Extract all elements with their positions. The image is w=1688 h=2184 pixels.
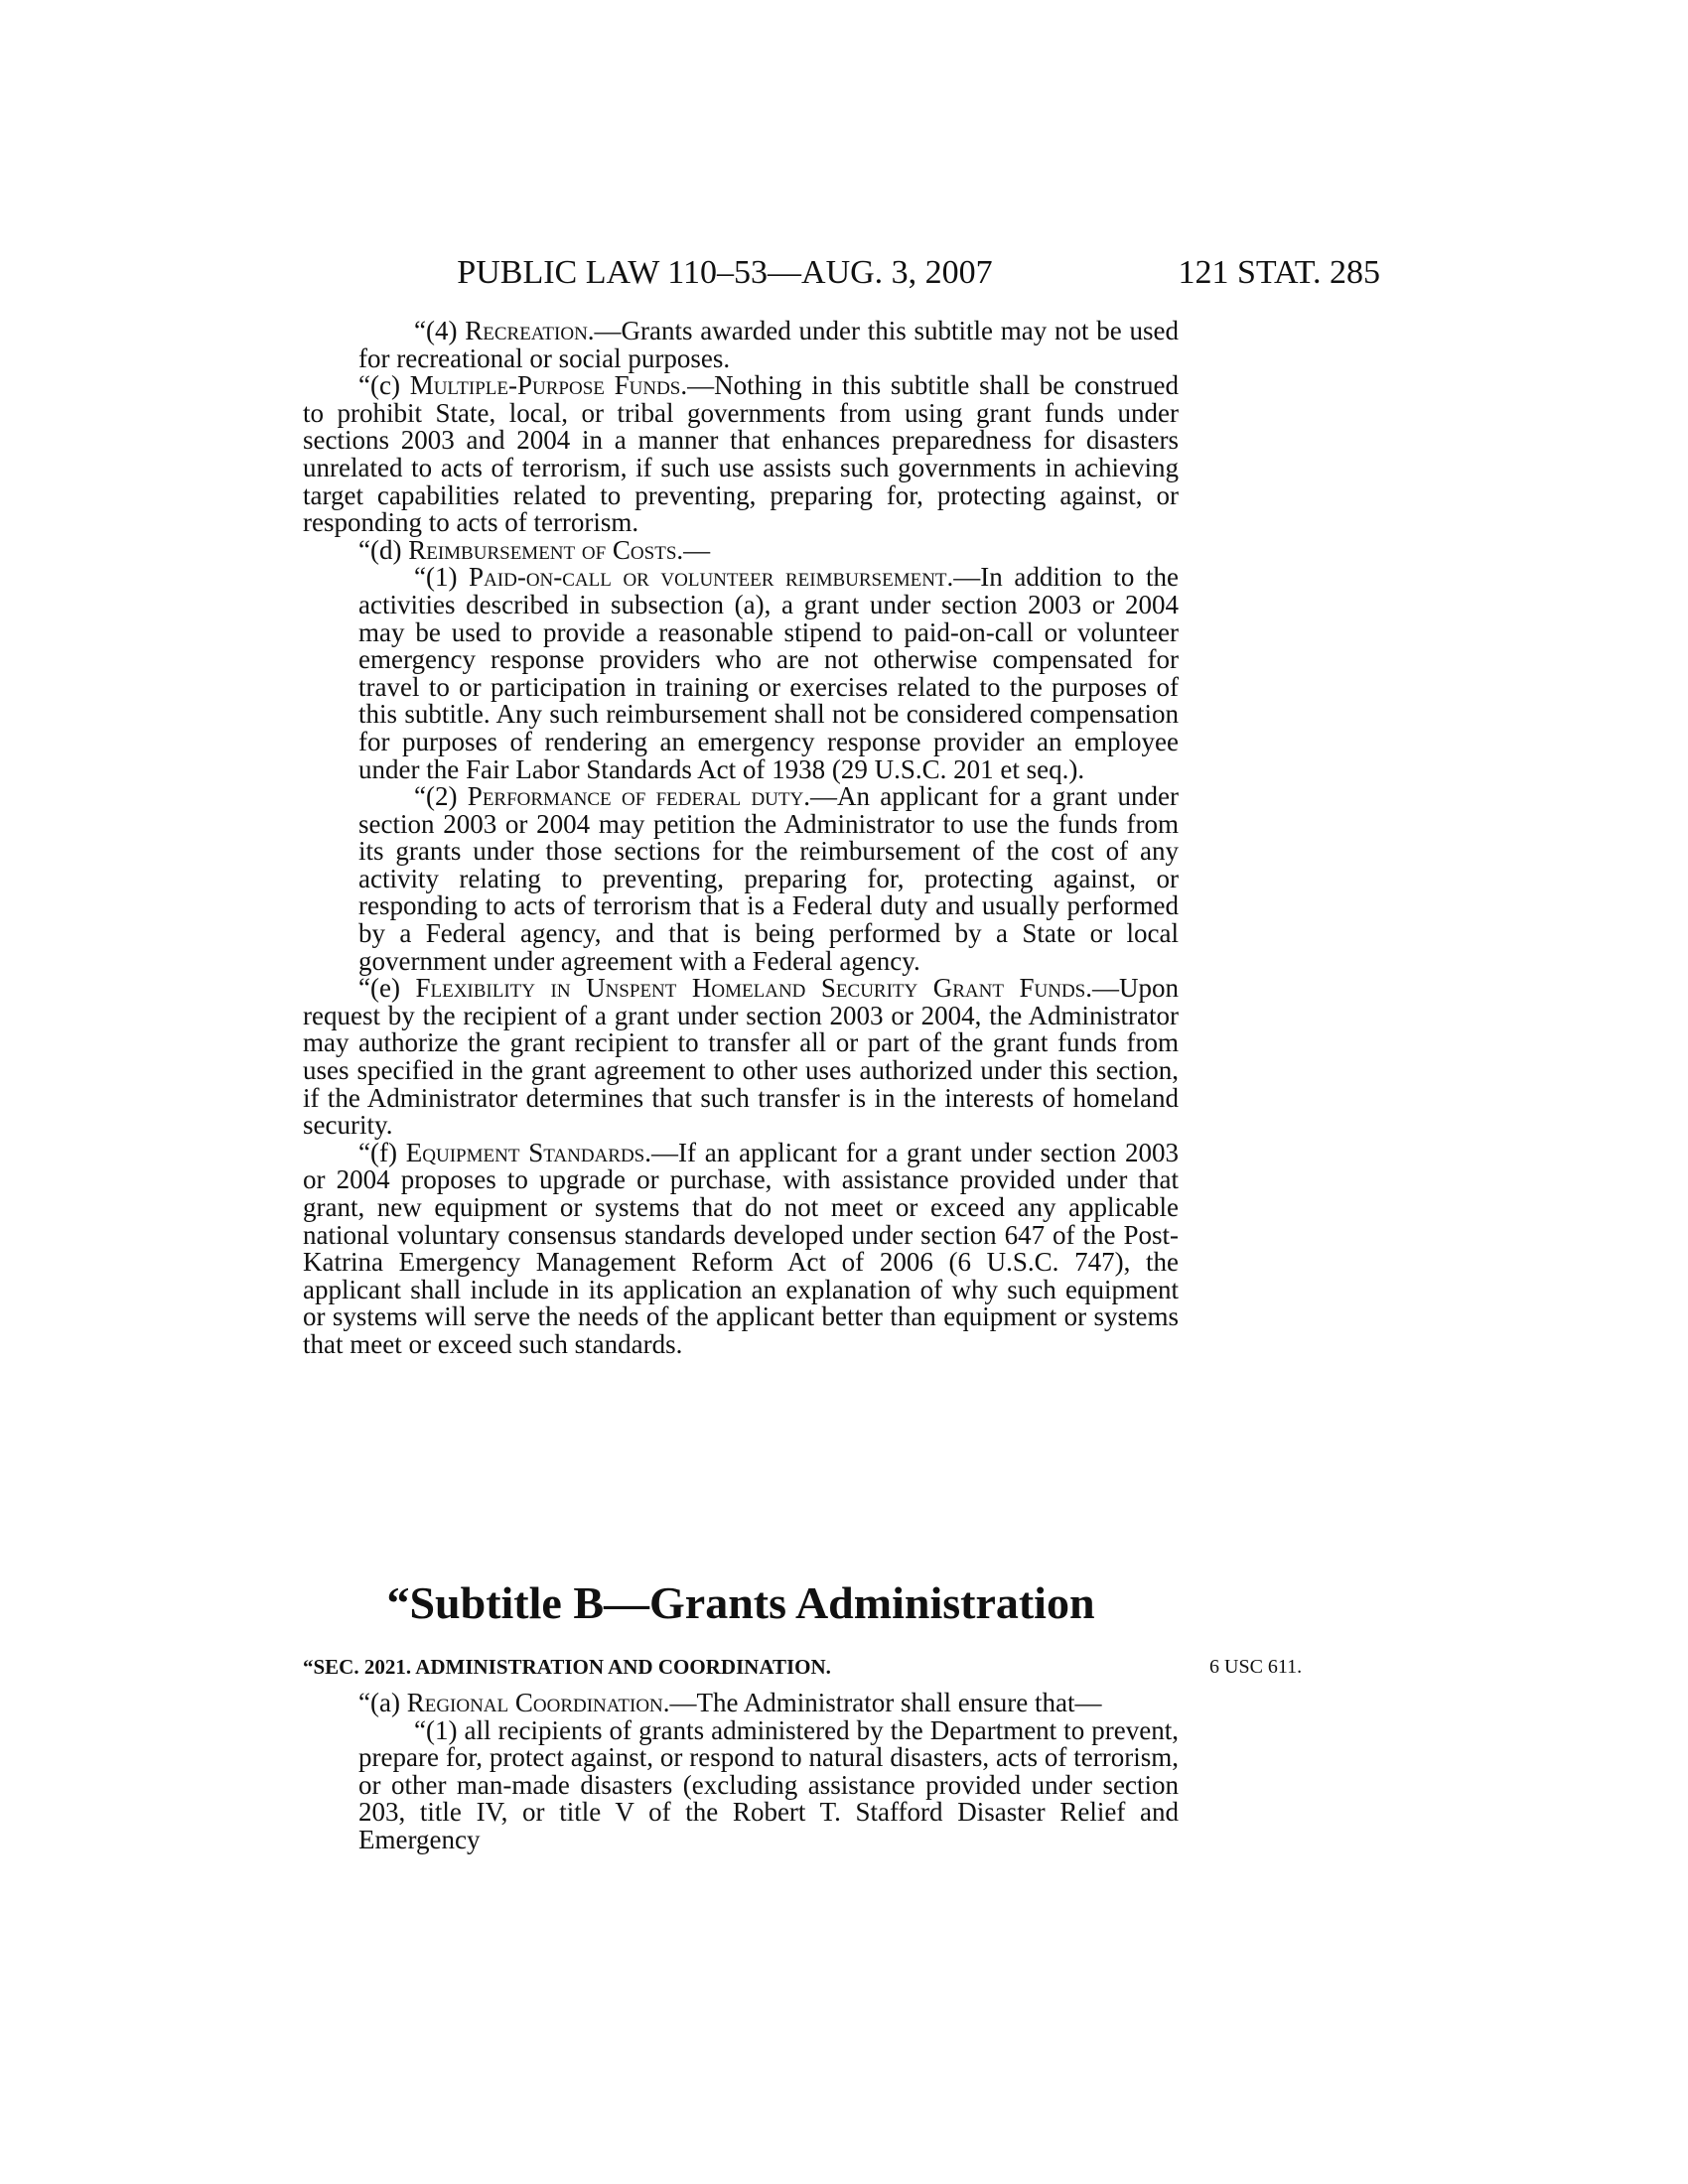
paragraph-heading: Performance of federal duty [467,781,804,812]
paragraph-text: .—An applicant for a grant under section 2003 or 2004 may petition the Administrator to use the funds from its grants under those sections for the reimbursement of the cost of any activity relating to preventing, preparing for, protecting against, or responding to acts of terrorism that is a Federal duty and usually performed by a Federal agency, and that is being performed by a State or local government under agreement with a Federal agency. [358,781,1179,976]
paragraph-recreation [303,318,1179,372]
paragraph-text: .— [676,534,711,565]
document-body-upper [303,318,1179,1359]
paragraph-number: “(d) [358,534,409,565]
paragraph-number: “(1) [414,562,470,593]
margin-citation: 6 USC 611. [1209,1656,1303,1678]
paragraph-heading: Reimbursement of Costs [408,534,677,565]
paragraph-text: .—Nothing in this subtitle shall be construed to prohibit State, local, or tribal governments from using grant funds under sections 2003 and 2004 in a manner that enhances preparedness for disasters unrelated to acts of terrorism, if such use assists such governments in achieving target capabilities related to preventing, preparing for, protecting against, or responding to acts of terrorism. [303,370,1179,538]
paragraph-number: “(f) [358,1137,406,1167]
paragraph-all-recipients: “(1) all recipients of grants administered by the Department to prevent, prepare for, protect against, or respond to natural disasters, acts of terrorism, or other man-made disasters (excluding assistance provided under section 203, title IV, or title V of the Robert T. Stafford Disaster Relief and Emergency [358,1714,1179,1854]
paragraph-text: .—The Administrator shall ensure that— [662,1688,1102,1717]
paragraph-equipment-standards [303,1137,1179,1359]
paragraph-heading: Flexibility in Unspent Homeland Security Grant Funds [415,973,1086,1004]
paragraph-text: .—Grants awarded under this subtitle may not be used for recreational or social purposes. [358,316,1179,373]
page-header-title: PUBLIC LAW 110–53—AUG. 3, 2007 [457,254,993,291]
paragraph-multiple-purpose-funds [303,372,1179,537]
paragraph-reimbursement-of-costs [303,534,1179,565]
paragraph-number: “(2) [414,781,468,812]
paragraph-number: “(4) [414,316,466,345]
paragraph-text: .—Upon request by the recipient of a grant under section 2003 or 2004, the Administrator may authorize the grant recipient to transfer all or part of the grant funds from uses specified in the grant agreement to other uses authorized under this section, if the Administrator determines that such transfer is in the interests of homeland security. [303,973,1179,1141]
paragraph-text: .—In addition to the activities described in subsection (a), a grant under section 2003 or 2004 may be used to provide a reasonable stipend to paid-on-call or volunteer emergency response providers who are not otherwise compensated for travel to or participation in training or exercises related to the purposes of this subtitle. Any such reimbursement shall not be considered compensation for purposes of rendering an emergency response provider an employee under the Fair Labor Standards Act of 1938 (29 U.S.C. 201 et seq.). [358,562,1179,784]
page-number: 121 STAT. 285 [1178,254,1380,291]
paragraph-flexibility-unspent-funds [303,975,1179,1140]
paragraph-number: “(e) [358,973,416,1004]
subtitle-heading: “Subtitle B—Grants Administration [386,1577,1095,1628]
document-body-lower [303,1690,1179,1854]
paragraph-text: .—If an applicant for a grant under section 2003 or 2004 proposes to upgrade or purchase, with assistance provided under that grant, new equipment or systems that do not meet or exceed any applicable national voluntary consensus standards developed under section 647 of the Post-Katrina Emergency Management Reform Act of 2006 (6 U.S.C. 747), the applicant shall include in its application an explanation of why such equipment or systems will serve the needs of the applicant better than equipment or systems that meet or exceed such standards. [303,1137,1179,1359]
paragraph-heading: Paid-on-call or volunteer reimbursement [469,562,947,593]
paragraph-paid-on-call [303,564,1179,783]
paragraph-heading: Multiple-Purpose Funds [409,370,681,401]
paragraph-number: “(a) [358,1688,407,1717]
paragraph-heading: Regional Coordination [406,1688,663,1717]
paragraph-regional-coordination [303,1690,1179,1717]
section-heading: “SEC. 2021. ADMINISTRATION AND COORDINATION. [303,1655,831,1679]
paragraph-number: “(c) [358,370,410,401]
paragraph-heading: Equipment Standards [405,1137,645,1167]
paragraph-performance-of-federal-duty [303,783,1179,975]
paragraph-heading: Recreation [465,316,588,345]
